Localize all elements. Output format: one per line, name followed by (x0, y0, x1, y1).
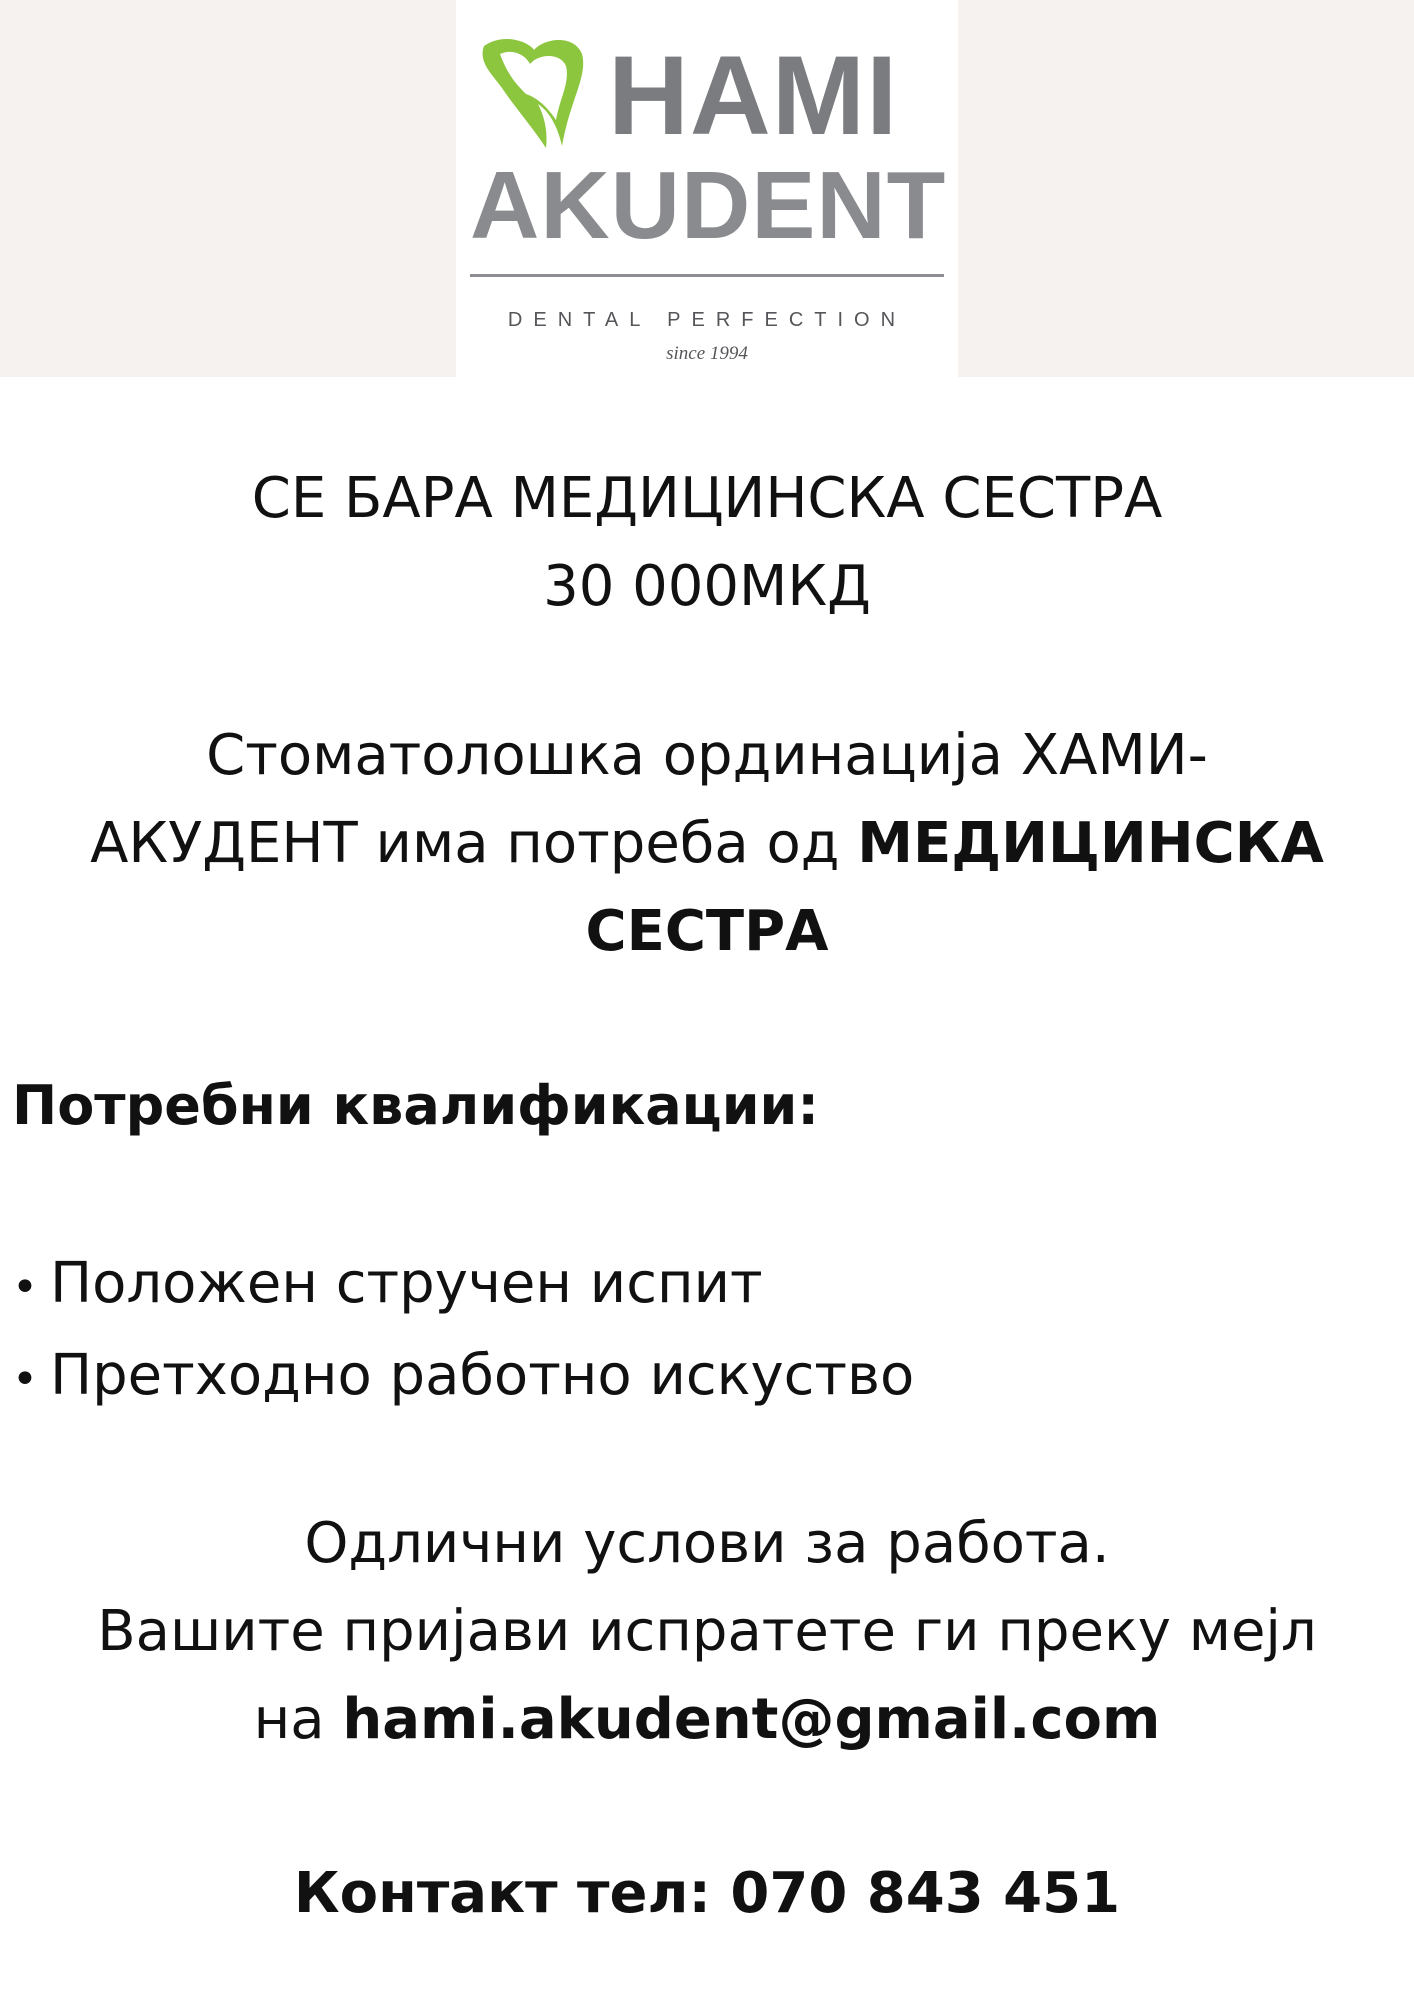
list-item (12, 1332, 1414, 1424)
logo-divider (470, 274, 944, 277)
closing-line-3 (0, 1676, 1414, 1764)
headline-salary: 30 000МКД (543, 554, 871, 619)
logo-tagline: DENTAL PERFECTION (507, 309, 907, 331)
bullet-icon: • (12, 1262, 38, 1313)
tooth-icon (474, 28, 589, 158)
closing-paragraph (0, 1500, 1414, 1764)
list-item (12, 1240, 1414, 1332)
headline-title: СЕ БАРА МЕДИЦИНСКА СЕСТРА (251, 466, 1163, 531)
intro-line-1: Стоматолошка ординација ХАМИ- (206, 723, 1208, 788)
logo-wordmark-akudent: AKUDENT (470, 152, 947, 259)
contact-phone: Контакт тел: 070 843 451 (293, 1861, 1121, 1926)
headline (0, 455, 1414, 631)
intro-line-3: СЕСТРА (585, 899, 829, 964)
bullet-icon: • (12, 1354, 38, 1405)
logo-since: since 1994 (666, 343, 748, 364)
intro-position-bold: МЕДИЦИНСКА (857, 811, 1324, 876)
intro-line-2 (0, 800, 1414, 888)
intro-paragraph (0, 712, 1414, 976)
list-item-text: Претходно работно искуство (50, 1343, 915, 1408)
qualifications-title: Потребни квалификации: (12, 1074, 819, 1137)
closing-line-2: Вашите пријави испратете ги преку мејл (97, 1599, 1317, 1664)
logo-wordmark-hami: HAMI (608, 33, 899, 158)
email-link[interactable]: hami.akudent@gmail.com (342, 1687, 1161, 1752)
closing-line-1: Одлични услови за работа. (304, 1511, 1110, 1576)
closing-line-3-text: на (253, 1687, 343, 1752)
list-item-text: Положен стручен испит (50, 1251, 763, 1316)
qualifications-list (12, 1240, 1414, 1424)
intro-line-2-text: АКУДЕНТ има потреба од (90, 811, 858, 876)
